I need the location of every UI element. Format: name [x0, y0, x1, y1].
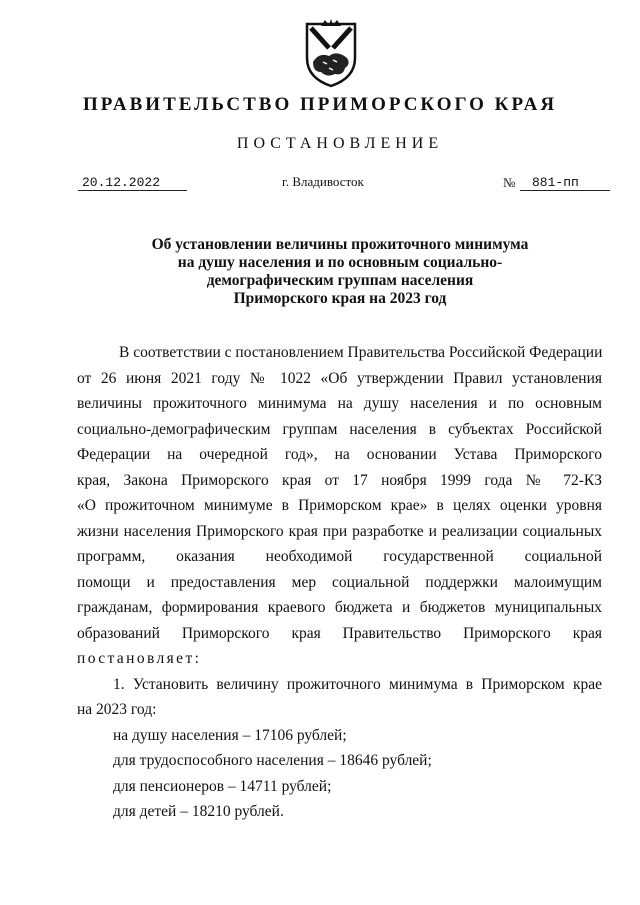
- item-1-line: 1. Установить величину прожиточного минимума в Приморском крае: [113, 675, 602, 693]
- document-city: г. Владивосток: [282, 174, 364, 189]
- subsistence-value: для детей – 18210 рублей.: [113, 803, 284, 820]
- body-line: В соответствии с постановлением Правительства Российской Федерации: [119, 344, 603, 361]
- body-line: программ, оказания необходимой государственной социальной: [77, 548, 602, 565]
- subsistence-value: на душу населения – 17106 рублей;: [113, 726, 347, 744]
- body-line: образований Приморского края Правительство Приморского края: [77, 624, 602, 642]
- document-heading: [0, 236, 640, 308]
- body-line: Федерации на очередной год», на основании Устава Приморского: [77, 446, 602, 463]
- body-line: гражданам, формирования краевого бюджета и бюджетов муниципальных: [77, 599, 602, 616]
- body-line: жизни населения Приморского края при разработке и реализации социальных: [77, 522, 602, 540]
- item-1-line: на 2023 год:: [77, 701, 157, 718]
- document-body: [77, 340, 602, 825]
- heading-line: на душу населения и по основным социально-: [177, 254, 503, 271]
- government-title: ПРАВИТЕЛЬСТВО ПРИМОРСКОГО КРАЯ: [82, 94, 558, 115]
- body-line: края, Закона Приморского края от 17 ноября 1999 года № 72-КЗ: [77, 471, 602, 489]
- heading-line: демографическим группам населения: [206, 272, 474, 289]
- document-number: 881-пп: [520, 175, 610, 191]
- body-line: помощи и предоставления мер социальной поддержки малоимущим: [77, 573, 602, 591]
- body-line: социально-демографическим группам населения в субъектах Российской: [77, 420, 602, 438]
- document-number-label: №: [503, 175, 516, 190]
- coat-of-arms-icon: [303, 18, 359, 90]
- body-line: величины прожиточного минимума на душу населения и по основным: [77, 395, 602, 412]
- document-type: ПОСТАНОВЛЕНИЕ: [236, 135, 444, 152]
- heading-line: Об установлении величины прожиточного минимума: [151, 236, 529, 253]
- body-line: от 26 июня 2021 году № 1022 «Об утверждении Правил установления: [77, 369, 602, 387]
- subsistence-value: для трудоспособного населения – 18646 рублей;: [113, 752, 432, 769]
- subsistence-value: для пенсионеров – 14711 рублей;: [113, 777, 332, 795]
- resolves-word: постановляет:: [77, 650, 202, 667]
- document-date: 20.12.2022: [78, 175, 187, 191]
- body-line: «О прожиточном минимуме в Приморском крае» в целях оценки уровня: [77, 497, 602, 514]
- heading-line: Приморского края на 2023 год: [233, 290, 447, 307]
